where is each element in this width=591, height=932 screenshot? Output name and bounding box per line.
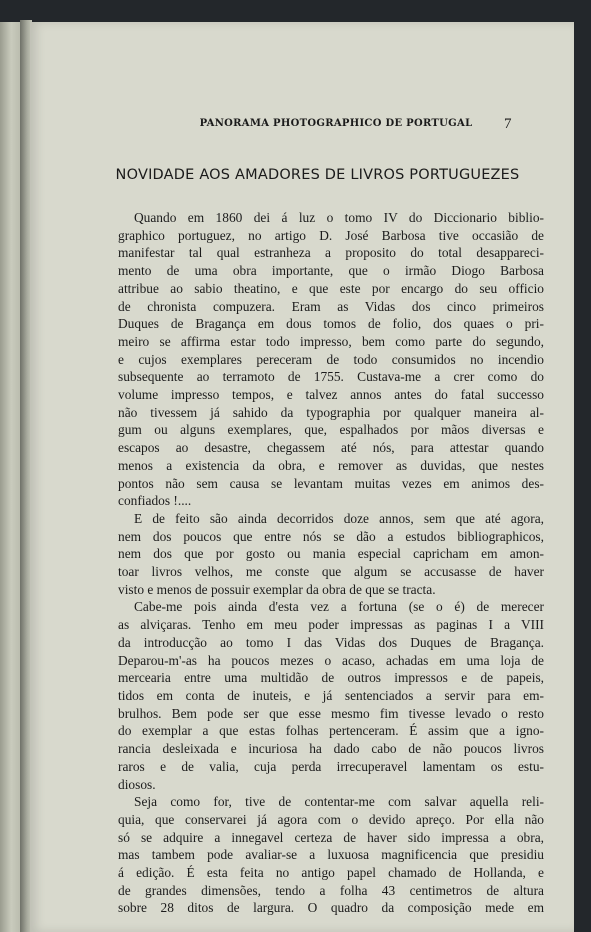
text-line: volume impresso tempos, e talvez annos antes do fatal successo: [118, 387, 544, 403]
text-line: de chronista compuzera. Eram as Vidas dos cinco primeiros: [118, 298, 544, 314]
text-line: tidos em conta de inuteis, e já sentenciados a servir para em-: [118, 687, 544, 703]
text-line: Quando em 1860 dei á luz o tomo IV do Diccionario biblio-: [134, 210, 544, 225]
text-line: raros e de valia, cuja perda irrecuperavel lamentam os estu-: [118, 758, 544, 774]
text-line: menos a existencia da obra, e remover as duvidas, que nestes: [118, 457, 544, 473]
text-line: confiados !....: [118, 493, 192, 509]
text-line: á edição. É esta feita no antigo papel chamado de Hollanda, e: [118, 865, 544, 881]
text-line: só se adquire a innegavel certeza de haver sido impressa a obra,: [118, 829, 544, 845]
text-line: subsequente ao terramoto de 1755. Custava-me a crer como do: [118, 369, 544, 385]
text-line: as alviçaras. Tenho em meu poder impressas as paginas I a VIII: [118, 617, 544, 633]
text-line: de grandes dimensões, tendo a folha 43 centimetros de altura: [118, 882, 544, 898]
page-number: 7: [504, 116, 512, 132]
text-line: brulhos. Bem pode ser que esse mesmo fim tivesse levado o resto: [118, 705, 544, 721]
text-line: pontos não sem causa se levantam muitas vezes em animos des-: [118, 475, 544, 491]
text-line: diosos.: [118, 776, 156, 792]
book-page: [30, 22, 574, 932]
text-line: attribue ao sabio theatino, e que este por encargo do seu officio: [118, 280, 544, 296]
text-line: manifestar tal qual estranheza a proposito do total desappareci-: [118, 245, 544, 261]
text-line: graphico portuguez, no artigo D. José Barbosa tive occasião de: [118, 227, 544, 243]
text-line: nem dos poucos que entre nós se dão a estudos bibliographicos,: [118, 528, 544, 544]
article-title: NOVIDADE AOS AMADORES DE LIVROS PORTUGUEZES: [115, 167, 520, 183]
text-line: mento de uma obra importante, que o irmão Diogo Barbosa: [118, 263, 544, 279]
text-line: do exemplar a que estas folhas pertenceram. É assim que a igno-: [118, 723, 544, 739]
text-line: rancia desleixada e incuriosa ha dado cabo de não poucos livros: [118, 741, 544, 757]
text-line: Cabe-me pois ainda d'esta vez a fortuna (se o é) de merecer: [134, 599, 544, 615]
text-line: meiro se affirma estar todo impresso, bem como parte do segundo,: [118, 333, 544, 349]
text-line: gum ou alguns exemplares, que, espalhados por mãos diversas e: [118, 422, 544, 438]
text-line: escapos ao desastre, chegassem até nós, para attestar quando: [118, 440, 544, 456]
text-line: mas tambem pode avaliar-se a luxuosa magnificencia que presidiu: [118, 847, 544, 863]
text-line: visto e menos de possuir exemplar da obra de que se tracta.: [118, 581, 436, 597]
article-body: [118, 209, 544, 917]
text-line: quia, que conservarei já agora com o devido apreço. Por ella não: [118, 811, 544, 827]
text-line: e cujos exemplares pereceram de todo consumidos no incendio: [118, 351, 544, 367]
text-line: Deparou-m'-as ha poucos mezes o acaso, achadas em uma loja de: [118, 652, 544, 668]
text-line: E de feito são ainda decorridos doze annos, sem que até agora,: [134, 510, 544, 526]
text-line: mercearia entre uma multidão de outros impressos e de papeis,: [118, 670, 544, 686]
text-line: Duques de Bragança em dous tomos de folio, dos quaes o pri-: [118, 316, 544, 332]
text-line: não tivessem já sahido da typographia por qualquer maneira al-: [118, 404, 544, 420]
text-line: sobre 28 ditos de largura. O quadro da composição mede em: [118, 900, 544, 916]
text-line: da introducção ao tomo I das Vidas dos Duques de Bragança.: [118, 634, 544, 650]
running-head: PANORAMA PHOTOGRAPHICO DE PORTUGAL: [199, 118, 473, 129]
text-line: nem dos que por gosto ou mania especial capricham em amon-: [118, 546, 544, 562]
text-line: Seja como for, tive de contentar-me com salvar aquella reli-: [134, 794, 544, 810]
text-line: toar livros velhos, me conste que algum se accusasse de haver: [118, 564, 544, 580]
